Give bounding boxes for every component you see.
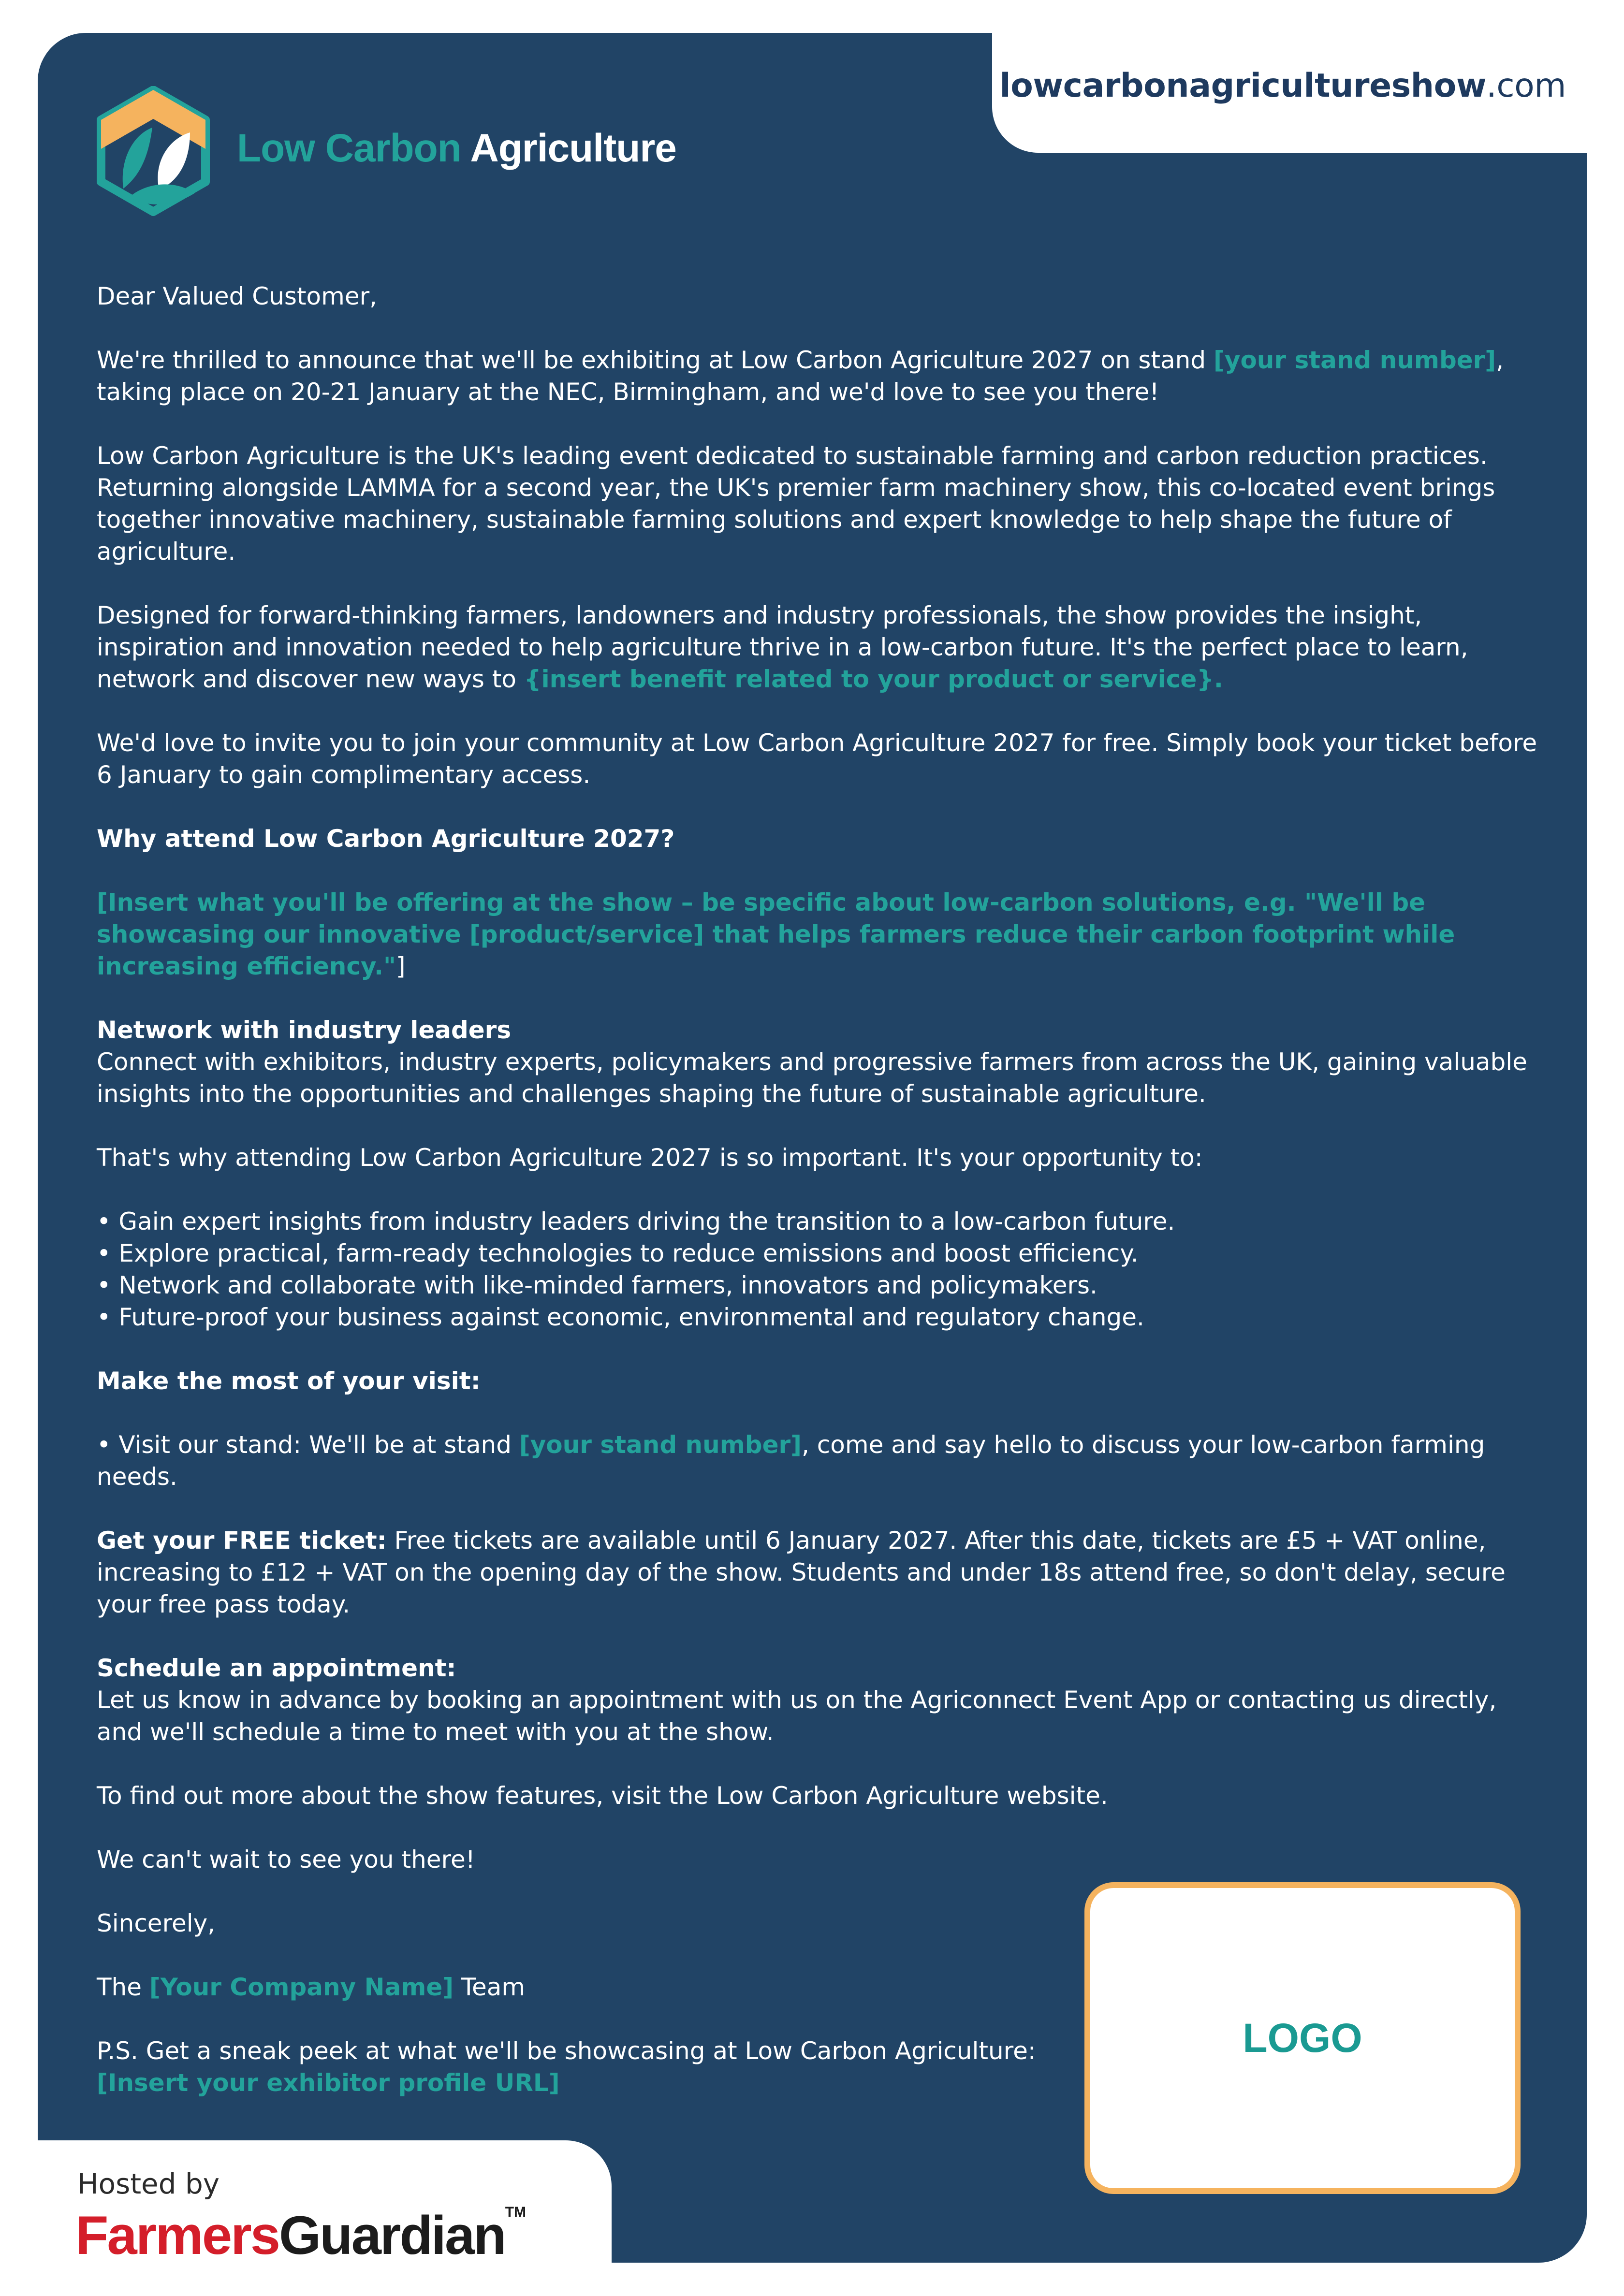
team-text-cont: Team [454, 1973, 526, 2001]
visit-list [97, 1429, 1537, 1493]
letter-body [97, 280, 1537, 2131]
more-info-text: To find out more about the show features, visit the Low Carbon Agriculture website. [97, 1782, 1108, 1810]
stand-number-placeholder: [your stand number] [519, 1431, 802, 1459]
why-attend-heading: Why attend Low Carbon Agriculture 2027? [97, 825, 675, 853]
ticket-section [97, 1525, 1537, 1620]
visit-text: Visit our stand: We'll be at stand [118, 1431, 519, 1459]
paragraph-invite: We'd love to invite you to join your community at Low Carbon Agriculture 2027 for free. Simply book your ticket before 6 January to gain complimentary access. [97, 729, 1537, 789]
closing-line: We can't wait to see you there! [97, 1846, 475, 1874]
list-item [97, 1429, 1537, 1493]
low-carbon-agriculture-logo-icon [95, 86, 211, 218]
visit-text-cont: , come and say hello to discuss your low-carbon farming needs. [97, 1431, 1485, 1491]
announcement-text-cont: , taking place on 20-21 January at the NEC, Birmingham, and we'd love to see you there! [97, 346, 1504, 406]
paragraph-designed [97, 599, 1537, 695]
paragraph-announcement [97, 344, 1537, 408]
logo-placeholder-box [1084, 1882, 1521, 2194]
team-text: The [97, 1973, 149, 2001]
ticket-text: Free tickets are available until 6 January 2027. After this date, tickets are £5 + VAT online, increasing to £12 + VAT on the opening day of the show. Students and under 18s attend free, so don't delay, secure your free pass today. [97, 1526, 1506, 1618]
farmers-guardian-logo [75, 2204, 526, 2267]
company-name-placeholder: [Your Company Name] [149, 1973, 454, 2001]
designed-text: Designed for forward-thinking farmers, landowners and industry professionals, the show provides the insight, inspiration and innovation needed to help agriculture thrive in a low-carbon future. It's the perfect place to learn, network and discover new ways to [97, 601, 1468, 693]
website-url[interactable] [999, 67, 1566, 105]
importance-text: That's why attending Low Carbon Agriculture 2027 is so important. It's your opportunity to: [97, 1144, 1203, 1172]
appointment-heading: Schedule an appointment: [97, 1654, 456, 1682]
sign-off: Sincerely, [97, 1909, 216, 1937]
list-item: • Future-proof your business against economic, environmental and regulatory change. [97, 1301, 1537, 1333]
network-section [97, 1014, 1537, 1110]
brand-name-part1: Low Carbon [237, 126, 461, 170]
brand-name [237, 126, 676, 171]
farmers-guardian-part1: Farmers [75, 2205, 279, 2266]
farmers-guardian-part2: Guardian [279, 2205, 505, 2266]
stand-number-placeholder: [your stand number] [1214, 346, 1496, 374]
list-item: • Gain expert insights from industry leaders driving the transition to a low-carbon future. [97, 1206, 1537, 1237]
profile-url-placeholder: [Insert your exhibitor profile URL] [97, 2069, 560, 2097]
paragraph-about: Low Carbon Agriculture is the UK's leading event dedicated to sustainable farming and carbon reduction practices. Returning alongside LAMMA for a second year, the UK's premier farm machinery show, this co-located event brings together innovative machinery, sustainable farming solutions and expert knowledge to help shape the future of agriculture. [97, 442, 1495, 566]
offer-placeholder [97, 886, 1537, 982]
offer-placeholder-close: ] [396, 952, 406, 980]
announcement-text: We're thrilled to announce that we'll be exhibiting at Low Carbon Agriculture 2027 on stand [97, 346, 1214, 374]
hosted-by-label: Hosted by [77, 2167, 220, 2200]
list-item: • Network and collaborate with like-minded farmers, innovators and policymakers. [97, 1269, 1537, 1301]
website-url-domain: lowcarbonagricultureshow [999, 67, 1487, 105]
visit-heading: Make the most of your visit: [97, 1367, 481, 1395]
appointment-section [97, 1652, 1537, 1748]
list-item: • Explore practical, farm-ready technologies to reduce emissions and boost efficiency. [97, 1237, 1537, 1269]
ticket-heading: Get your FREE ticket: [97, 1526, 387, 1555]
offer-placeholder-text: [Insert what you'll be offering at the show – be specific about low-carbon solutions, e.g. "We'll be showcasing our innovative [product/service] that helps farmers reduce their carbon footprint while increasing efficiency." [97, 888, 1455, 980]
greeting: Dear Valued Customer, [97, 282, 378, 310]
benefit-placeholder: {insert benefit related to your product or service}. [524, 665, 1223, 693]
brand-name-part2: Agriculture [470, 126, 676, 170]
website-url-tld: .com [1486, 67, 1566, 105]
trademark-mark: TM [505, 2204, 527, 2220]
appointment-text: Let us know in advance by booking an appointment with us on the Agriconnect Event App or contacting us directly, and we'll schedule a time to meet with you at the show. [97, 1686, 1497, 1746]
logo-placeholder-text: LOGO [1243, 2015, 1362, 2061]
postscript-text: P.S. Get a sneak peek at what we'll be showcasing at Low Carbon Agriculture: [97, 2037, 1036, 2065]
network-heading: Network with industry leaders [97, 1016, 512, 1044]
network-text: Connect with exhibitors, industry experts, policymakers and progressive farmers from across the UK, gaining valuable insights into the opportunities and challenges shaping the future of sustainable agriculture. [97, 1048, 1527, 1108]
benefits-list [97, 1206, 1537, 1333]
